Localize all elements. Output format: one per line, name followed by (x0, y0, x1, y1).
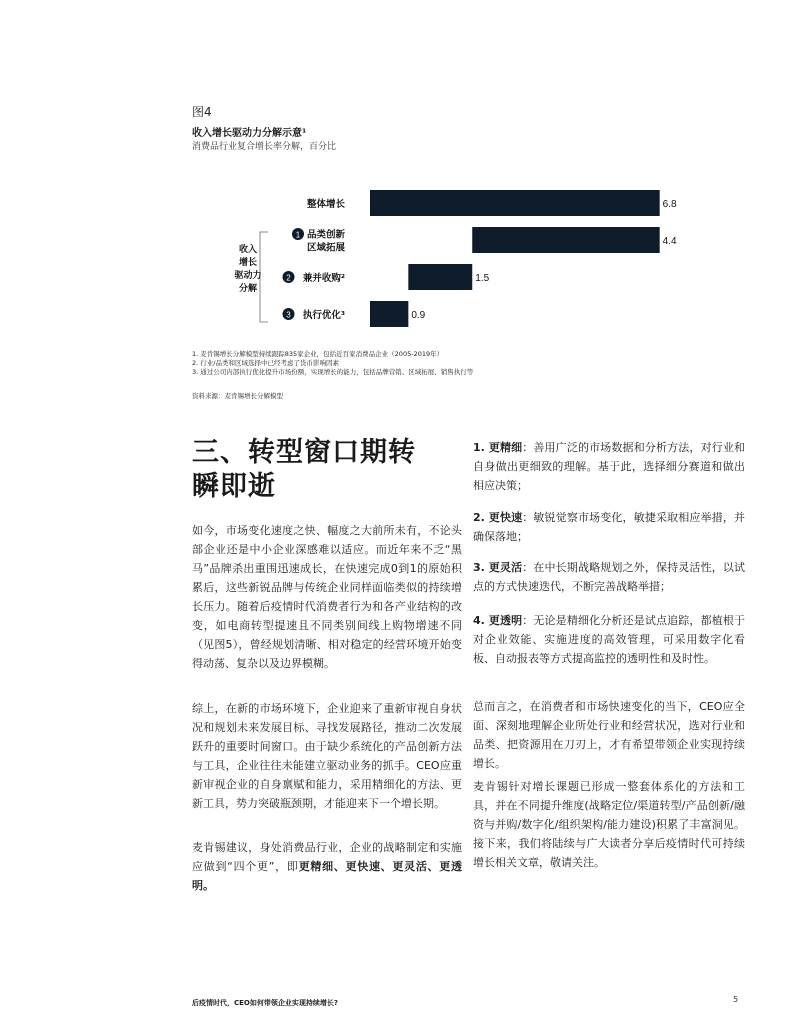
note-2: 2. 行业/品类和区域选择中已经考虑了货币影响因素 (192, 359, 339, 367)
recommendation-text: 麦肯锡建议，身处消费品行业，企业的战略制定和实施应做到“四个更”，即 (192, 841, 462, 873)
item-head: 4. 更透明 (473, 614, 523, 627)
paragraph-recommendation (192, 838, 462, 895)
value-label-2: 1.5 (475, 273, 490, 284)
value-label-1: 4.4 (662, 236, 677, 247)
paragraph-mckinsey-tools: 麦肯锡针对增长课题已形成一整套体系化的方法和工具，并在不同提升维度(战略定位/渠道转型/产品创新/融资与并购/数字化/组织架构/能力建设)积累了丰富洞见。接下来，我们将陆续与广大读者分享后疫情时代可持续增长相关文章，敬请关注。 (473, 780, 745, 869)
item-more-flexible (473, 558, 745, 596)
value-label-0: 6.8 (662, 199, 677, 210)
item-head: 1. 更精细 (473, 441, 523, 454)
category-label-3-0: 执行优化³ (302, 310, 345, 321)
bar-1 (472, 227, 659, 253)
value-label-3: 0.9 (411, 310, 426, 321)
paragraph-market-change: 如今，市场变化速度之快、幅度之大前所未有，不论头部企业还是中小企业深感难以适应。而近年来不乏“黑马”品牌杀出重围迅速成长，在快速完成0到1的原始积累后，这些新锐品牌与传统企业同样面临类似的持续增长压力。随着后疫情时代消费者行为和各产业结构的改变，如电商转型提速且不同类别间线上购物增速不同（见图5），曾经规划清晰、相对稳定的经营环境开始变得动荡、复杂以及边界模糊。 (192, 524, 462, 670)
figure-label: 图4 (192, 105, 212, 119)
item-text: ：在中长期战略规划之外，保持灵活性，以试点的方式快速迭代，不断完善战略举措； (473, 561, 745, 593)
paragraph-window: 综上，在新的市场环境下，企业迎来了重新审视自身状况和规划未来发展目标、寻找发展路径，推动二次发展跃升的重要时间窗口。由于缺少系统化的产品创新方法与工具，企业往往未能建立驱动业务的抓手。CEO应重新审视企业的自身禀赋和能力，采用精细化的方法、更新工具，势力突破瓶颈期，才能迎来下一个增长期。 (192, 702, 462, 810)
item-head: 2. 更快速 (473, 511, 523, 524)
bar-2 (408, 264, 472, 290)
figure-source: 资料来源：麦肯锡增长分解模型 (192, 392, 283, 400)
category-label-1-1: 区域拓展 (306, 242, 345, 254)
item-more-transparent (473, 611, 745, 668)
figure-subtitle: 消费品行业复合增长率分解，百分比 (192, 142, 337, 152)
category-label-0-0: 整体增长 (306, 199, 345, 210)
paragraph-summary: 总而言之，在消费者和市场快速变化的当下，CEO应全面、深刻地理解企业所处行业和经营状况，选对行业和品类、把资源用在刀刃上，才有希望带领企业实现持续增长。 (473, 700, 745, 770)
item-text: ：无论是精细化分析还是试点追踪，都植根于对企业效能、实施进度的高效管理，可采用数字化看板、自动报表等方式提高监控的透明性和及时性。 (473, 614, 745, 665)
recommendation-bold: 更精细、更快速、更灵活、更透明。 (192, 860, 463, 892)
bar-3 (370, 301, 408, 327)
category-label-1-0: 品类创新 (306, 229, 345, 241)
item-text: ：敏锐觉察市场变化，敏捷采取相应举措，并确保落地； (473, 511, 745, 543)
footer-title: 后疫情时代，CEO如何带领企业实现持续增长? (192, 999, 338, 1007)
bar-0 (370, 190, 660, 216)
item-more-refined (473, 438, 745, 495)
marker-number-1: 1 (295, 230, 301, 240)
page-number: 5 (733, 995, 739, 1004)
category-label-2-0: 兼并收购² (302, 273, 345, 284)
item-faster (473, 508, 745, 546)
side-label-line-2: 驱动力 (234, 271, 262, 281)
side-label-line-3: 分解 (238, 284, 258, 294)
growth-drivers-chart (190, 180, 710, 330)
marker-number-2: 2 (286, 273, 291, 283)
marker-number-3: 3 (286, 310, 291, 320)
section-headline: 三、转型窗口期转瞬即逝 (192, 437, 416, 502)
note-1: 1. 麦肯锡增长分解模型持续跟踪835家企业，包括近百家消费品企业（2005-2019年） (192, 350, 444, 358)
side-label-line-0: 收入 (238, 245, 258, 255)
side-label-line-1: 增长 (238, 258, 258, 268)
figure-title: 收入增长驱动力分解示意¹ (192, 128, 307, 139)
item-text: ：善用广泛的市场数据和分析方法，对行业和自身做出更细致的理解。基于此，选择细分赛道和做出相应决策； (473, 441, 745, 492)
note-3: 3. 通过公司内部执行优化提升市场份额，实现增长的能力，包括品牌营销、区域拓展、销售执行等 (192, 368, 474, 376)
figure-notes (192, 350, 612, 377)
item-head: 3. 更灵活 (473, 561, 523, 574)
